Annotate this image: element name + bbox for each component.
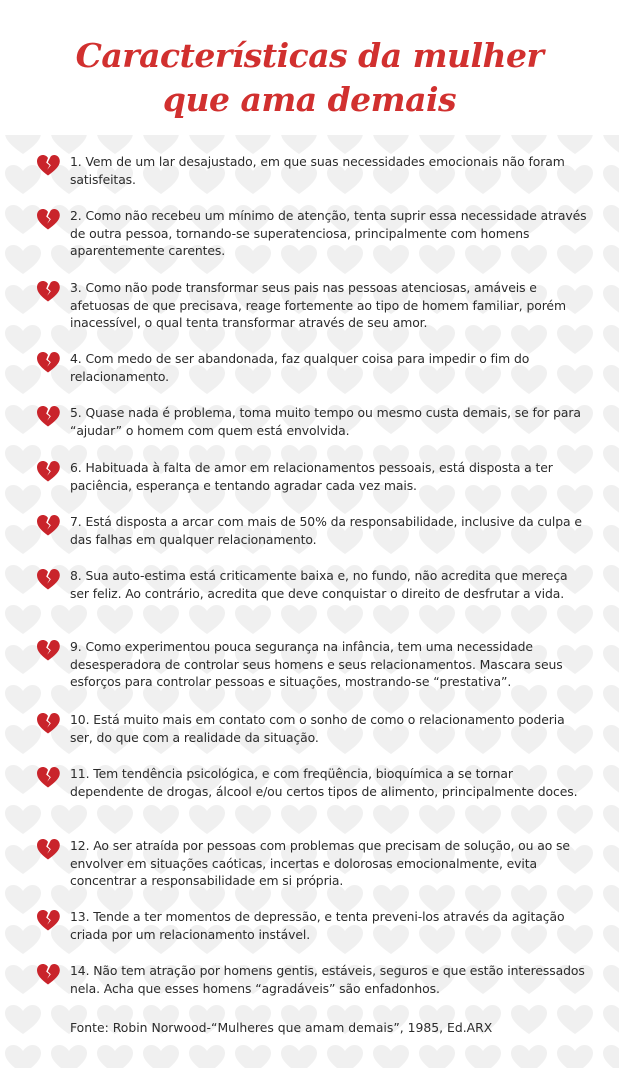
item-text: 8. Sua auto-estima está criticamente baixa e, no fundo, não acredita que mereça ser feliz. Ao contrário, acredita que deve conquistar o direito de desfrutar a vida. [70, 568, 568, 601]
item-text: 4. Com medo de ser abandonada, faz qualquer coisa para impedir o fim do relacionamento. [70, 351, 530, 384]
broken-heart-icon [35, 962, 61, 986]
item-text: 12. Ao ser atraída por pessoas com problemas que precisam de solução, ou ao se envolver em situações caóticas, incertas e dolorosas emocionalmente, evita concentrar a responsabilidade em si própria. [70, 838, 570, 889]
broken-heart-icon [35, 404, 61, 428]
page-title [0, 34, 619, 122]
broken-heart-icon [35, 459, 61, 483]
broken-heart-icon [35, 350, 61, 374]
item-text: 14. Não tem atração por homens gentis, estáveis, seguros e que estão interessados nela. Acha que esses homens “agradáveis” são enfadonhos. [70, 963, 585, 996]
broken-heart-icon [35, 837, 61, 861]
item-text: 3. Como não pode transformar seus pais nas pessoas atenciosas, amáveis e afetuosas de que precisava, reage fortemente ao tipo de homem familiar, porém inacessível, o qual tenta transformar através de seu amor. [70, 280, 566, 331]
title-line-1: Características da mulher [75, 36, 544, 75]
item-text: 13. Tende a ter momentos de depressão, e tenta preveni-los através da agitação criada por um relacionamento instável. [70, 909, 565, 942]
broken-heart-icon [35, 908, 61, 932]
broken-heart-icon [35, 711, 61, 735]
title-line-2: que ama demais [162, 80, 457, 119]
broken-heart-icon [35, 279, 61, 303]
item-text: 7. Está disposta a arcar com mais de 50% da responsabilidade, inclusive da culpa e das falhas em qualquer relacionamento. [70, 514, 582, 547]
item-text: 2. Como não recebeu um mínimo de atenção, tenta suprir essa necessidade através de outra pessoa, tornando-se superatenciosa, principalmente com homens aparentemente carentes. [70, 208, 587, 259]
broken-heart-icon [35, 207, 61, 231]
broken-heart-icon [35, 513, 61, 537]
item-text: 1. Vem de um lar desajustado, em que suas necessidades emocionais não foram satisfeitas. [70, 154, 565, 187]
broken-heart-icon [35, 153, 61, 177]
item-text: 5. Quase nada é problema, toma muito tempo ou mesmo custa demais, se for para “ajudar” o homem com quem está envolvida. [70, 405, 581, 438]
broken-heart-icon [35, 638, 61, 662]
item-text: 9. Como experimentou pouca segurança na infância, tem uma necessidade desesperadora de controlar seus homens e seus relacionamentos. Mascara seus esforços para controlar pessoas e situações, mostrando-se “prestativa”. [70, 639, 563, 690]
item-text: 6. Habituada à falta de amor em relacionamentos pessoais, está disposta a ter paciência, esperança e tentando agradar cada vez mais. [70, 460, 553, 493]
source-citation: Fonte: Robin Norwood-“Mulheres que amam demais”, 1985, Ed.ARX [70, 1020, 493, 1035]
item-text: 10. Está muito mais em contato com o sonho de como o relacionamento poderia ser, do que com a realidade da situação. [70, 712, 565, 745]
broken-heart-icon [35, 567, 61, 591]
broken-heart-icon [35, 765, 61, 789]
item-text: 11. Tem tendência psicológica, e com freqüência, bioquímica a se tornar dependente de drogas, álcool e/ou certos tipos de alimento, principalmente doces. [70, 766, 578, 799]
